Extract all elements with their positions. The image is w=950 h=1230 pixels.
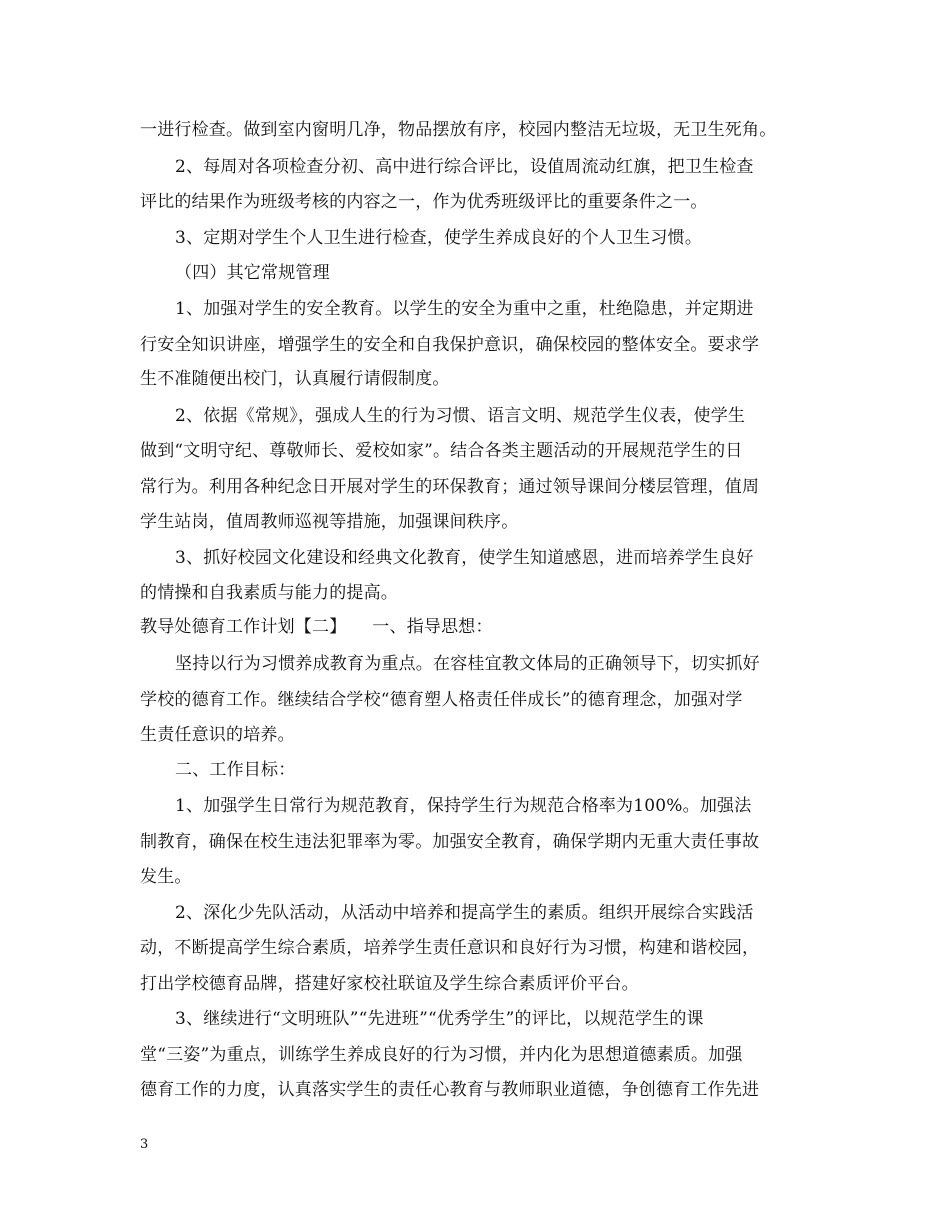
text-line: 3、继续进行“文明班队”“先进班”“优秀学生”的评比，以规范学生的课 [175, 1009, 704, 1029]
text-line: 学生站岗，值周教师巡视等措施，加强课间秩序。 [140, 512, 519, 532]
text-line: 3、抓好校园文化建设和经典文化教育，使学生知道感恩，进而培养学生良好 [175, 548, 754, 568]
text-line: 1、加强对学生的安全教育。以学生的安全为重中之重，杜绝隐患，并定期进 [175, 299, 754, 319]
document-heading: 教导处德育工作计划【二】 一、指导思想： [140, 617, 493, 637]
text-line: 发生。 [140, 867, 192, 887]
text-line: 坚持以行为习惯养成教育为重点。在容桂宜教文体局的正确领导下，切实抓好 [175, 654, 760, 674]
section-heading: （四）其它常规管理 [175, 263, 330, 283]
text-line: 3、定期对学生个人卫生进行检查，使学生养成良好的个人卫生习惯。 [175, 228, 703, 248]
text-line: 2、深化少先队活动，从活动中培养和提高学生的素质。组织开展综合实践活 [175, 903, 754, 923]
text-line: 评比的结果作为班级考核的内容之一，作为优秀班级评比的重要条件之一。 [140, 192, 708, 212]
text-line: 打出学校德育品牌，搭建好家校社联谊及学生综合素质评价平台。 [140, 974, 639, 994]
page-number: 3 [140, 1137, 149, 1152]
text-line: 一进行检查。做到室内窗明几净，物品摆放有序，校园内整洁无垃圾，无卫生死角。 [140, 120, 777, 140]
text-line: 德育工作的力度，认真落实学生的责任心教育与教师职业道德，争创德育工作先进 [140, 1080, 760, 1100]
text-line: 堂“三姿”为重点，训练学生养成良好的行为习惯，并内化为思想道德素质。加强 [140, 1045, 743, 1065]
text-line: 做到“文明守纪、尊敬师长、爱校如家”。结合各类主题活动的开展规范学生的日 [140, 441, 743, 461]
text-line: 学校的德育工作。继续结合学校“德育塑人格责任伴成长”的德育理念，加强对学 [140, 690, 743, 710]
text-line: 生不准随便出校门，认真履行请假制度。 [140, 369, 450, 389]
text-line: 动，不断提高学生综合素质，培养学生责任意识和良好行为习惯，构建和谐校园， [140, 938, 760, 958]
text-line: 的情操和自我素质与能力的提高。 [140, 583, 398, 603]
text-line: 2、依据《常规》，强成人生的行为习惯、语言文明、规范学生仪表，使学生 [175, 406, 746, 426]
text-line: 行安全知识讲座，增强学生的安全和自我保护意识，确保校园的整体安全。要求学 [140, 335, 760, 355]
text-line: 1、加强学生日常行为规范教育，保持学生行为规范合格率为100%。加强法 [175, 796, 752, 816]
section-heading: 二、工作目标： [175, 760, 296, 780]
text-line: 2、每周对各项检查分初、高中进行综合评比，设值周流动红旗，把卫生检查 [175, 157, 754, 177]
text-line: 生责任意识的培养。 [140, 725, 295, 745]
text-line: 制教育，确保在校生违法犯罪率为零。加强安全教育，确保学期内无重大责任事故 [140, 832, 760, 852]
text-line: 常行为。利用各种纪念日开展对学生的环保教育；通过领导课间分楼层管理，值周 [140, 477, 760, 497]
